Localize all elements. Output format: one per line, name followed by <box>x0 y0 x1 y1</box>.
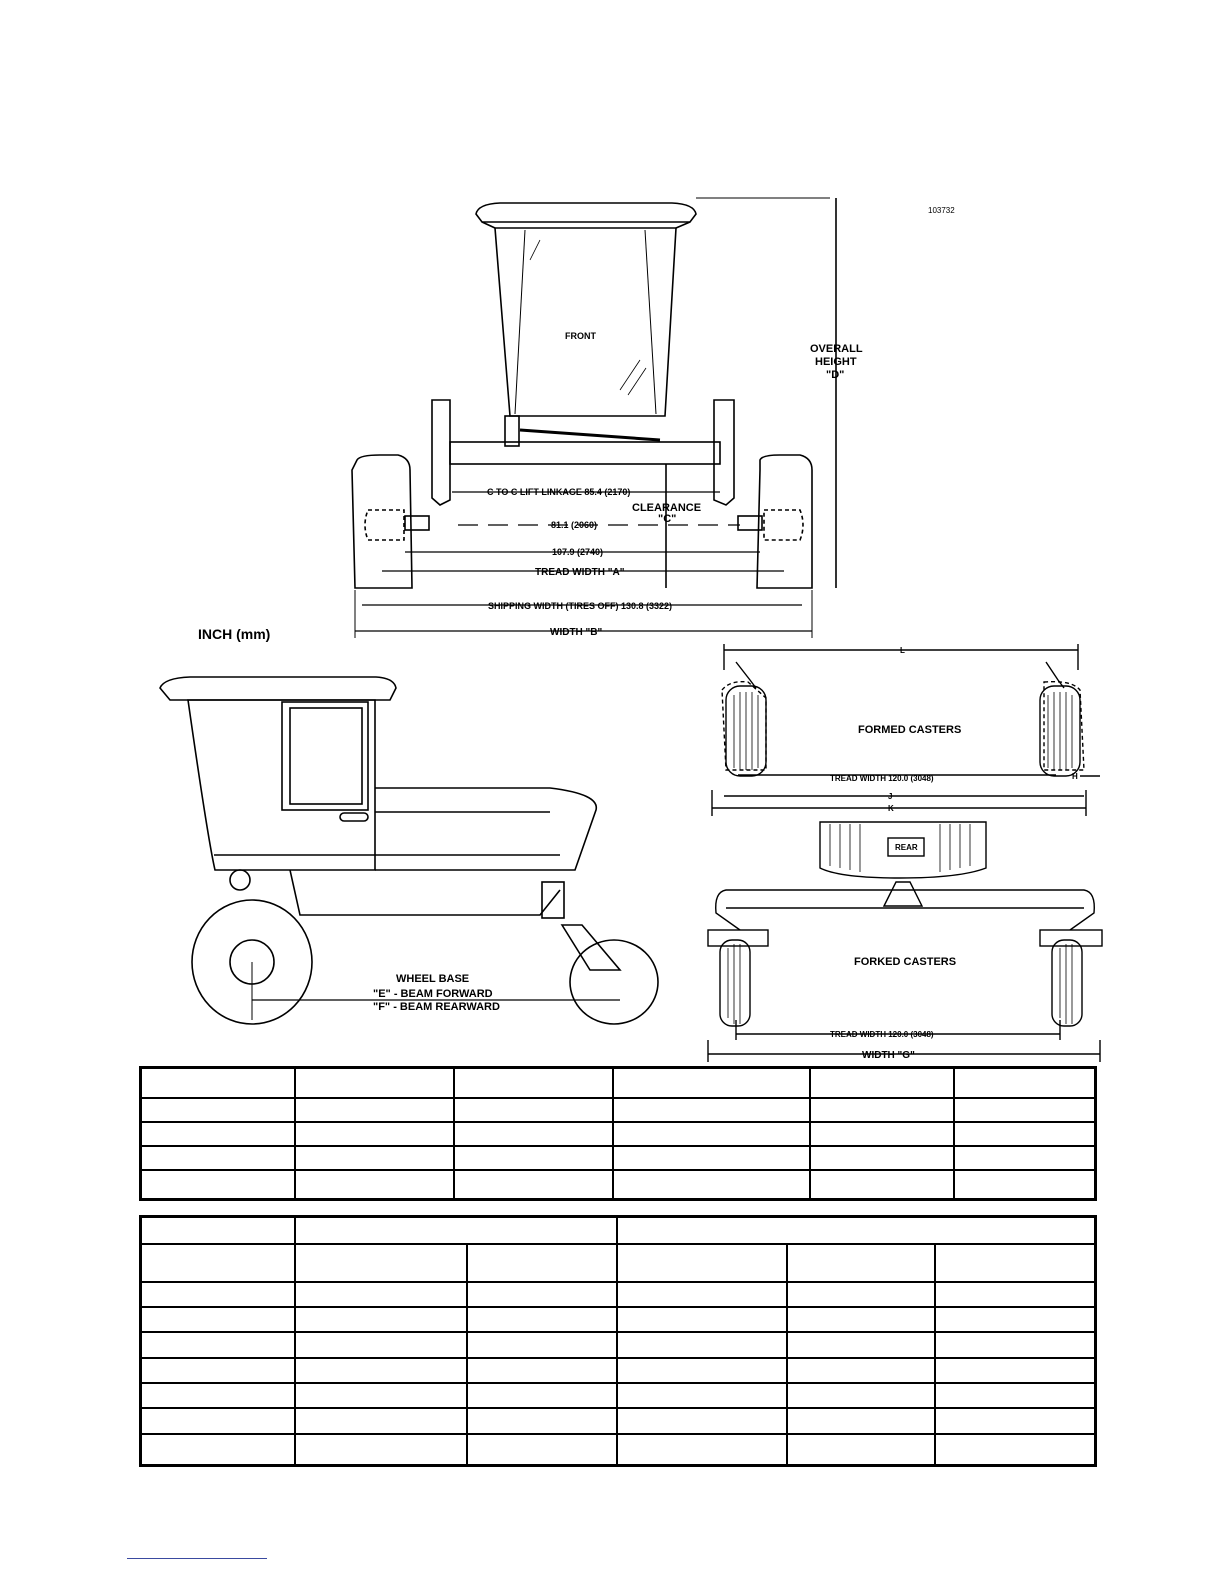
dimension-81: 81.1 (2060) <box>551 520 598 530</box>
table-header-row <box>141 1217 1096 1244</box>
lift-linkage-dimension: C TO C LIFT LINKAGE 85.4 (2170) <box>487 487 631 497</box>
table-header-row <box>141 1244 1096 1282</box>
forked-tread-width: TREAD WIDTH 120.0 (3048) <box>830 1030 934 1039</box>
dimension-k: K <box>888 804 894 813</box>
table-row <box>141 1282 1096 1307</box>
beam-forward-label: "E" - BEAM FORWARD <box>373 988 493 1000</box>
overall-height-label-3: "D" <box>826 369 845 381</box>
table-row <box>141 1434 1096 1466</box>
overall-height-label-1: OVERALL <box>810 343 863 355</box>
table-row <box>141 1307 1096 1332</box>
clearance-label-2: "C" <box>658 513 677 525</box>
table-row <box>141 1170 1096 1200</box>
wheel-base-label: WHEEL BASE <box>396 973 470 985</box>
rear-label: REAR <box>895 843 918 852</box>
dimensions-table-2 <box>139 1215 1097 1467</box>
figure-number: 103732 <box>928 206 955 215</box>
dimensions-table-1 <box>139 1066 1097 1201</box>
side-view-drawing <box>150 670 670 1030</box>
table-row <box>141 1068 1096 1098</box>
forked-casters-drawing <box>700 818 1110 1063</box>
units-label: INCH (mm) <box>198 626 271 642</box>
width-b-label: WIDTH "B" <box>550 627 603 638</box>
table-row <box>141 1383 1096 1408</box>
overall-height-label-2: HEIGHT <box>815 356 857 368</box>
front-label: FRONT <box>565 331 596 341</box>
table-row <box>141 1122 1096 1146</box>
front-view-drawing <box>0 0 1224 650</box>
table-row <box>141 1332 1096 1357</box>
dimension-j: J <box>888 792 893 801</box>
tread-width-a-label: TREAD WIDTH "A" <box>535 567 625 578</box>
table-row <box>141 1358 1096 1383</box>
dimension-l: L <box>900 646 905 655</box>
clearance-label-1: CLEARANCE <box>632 502 702 514</box>
shipping-width-label: SHIPPING WIDTH (TIRES OFF) 130.8 (3322) <box>488 601 673 611</box>
footer-rule <box>127 1558 267 1559</box>
width-g-label: WIDTH "G" <box>862 1050 915 1061</box>
formed-tread-width: TREAD WIDTH 120.0 (3048) <box>830 774 934 783</box>
formed-casters-drawing <box>700 640 1110 820</box>
dimension-107: 107.9 (2740) <box>552 547 604 557</box>
beam-rearward-label: "F" - BEAM REARWARD <box>373 1001 500 1013</box>
dimension-h: H <box>1072 772 1078 781</box>
table-row <box>141 1146 1096 1170</box>
table-row <box>141 1408 1096 1433</box>
forked-casters-title: FORKED CASTERS <box>854 956 957 968</box>
table-row <box>141 1098 1096 1122</box>
formed-casters-title: FORMED CASTERS <box>858 724 962 736</box>
